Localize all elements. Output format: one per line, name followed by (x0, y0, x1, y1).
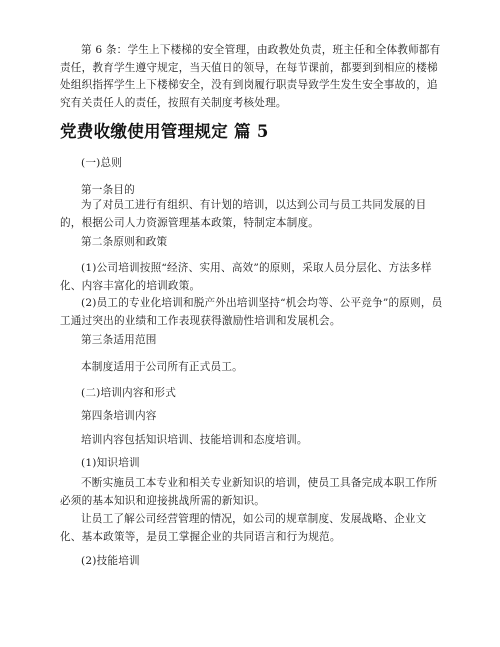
paragraph: 第二条原则和政策 (81, 236, 168, 248)
paragraph: (1)公司培训按照“经济、实用、高效”的原则，采取人员分层化、方法多样化、内容丰富化的培训政策。 (60, 262, 432, 292)
paragraph: (一)总则 (81, 157, 123, 169)
paragraph: 第三条适用范围 (81, 334, 157, 346)
paragraph: 为了对员工进行有组织、有计划的培训，以达到公司与员工共同发展的目的，根据公司人力资源管理基本政策，特制定本制度。 (60, 199, 427, 229)
paragraph: (二)培训内容和形式 (81, 387, 177, 399)
paragraph: (2)技能培训 (81, 555, 140, 567)
paragraph: 本制度适用于公司所有正式员工。 (81, 361, 243, 373)
paragraph: 第四条培训内容 (81, 410, 157, 422)
paragraph: 第一条目的 (81, 184, 135, 196)
paragraph: 培训内容包括知识培训、技能培训和态度培训。 (81, 434, 308, 446)
paragraph: 不断实施员工本专业和相关专业新知识的培训，使员工具备完成本职工作所必须的基本知识和迎接挑战所需的新知识。 (60, 477, 438, 507)
intro-paragraph: 第 6 条：学生上下楼梯的安全管理，由政教处负责，班主任和全体教师都有责任，教育学生遵守规定，当天值日的领导，在每节课前，都要到到相应的楼梯处组织指挥学生上下楼梯安全，没有到岗履行职责导致学生发生安全事故的，追究有关责任人的责任，按照有关制度考核处理。 (60, 44, 441, 109)
paragraph: 让员工了解公司经营管理的情况，如公司的规章制度、发展战略、企业文化、基本政策等，是员工掌握企业的共同语言和行为规范。 (60, 513, 427, 543)
paragraph: (2)员工的专业化培训和脱产外出培训坚持“机会均等、公平竞争”的原则，员工通过突出的业绩和工作表现获得激励性培训和发展机会。 (60, 297, 443, 327)
section-title: 党费收缴使用管理规定 篇 5 (60, 122, 269, 141)
paragraph: (1)知识培训 (81, 457, 140, 469)
